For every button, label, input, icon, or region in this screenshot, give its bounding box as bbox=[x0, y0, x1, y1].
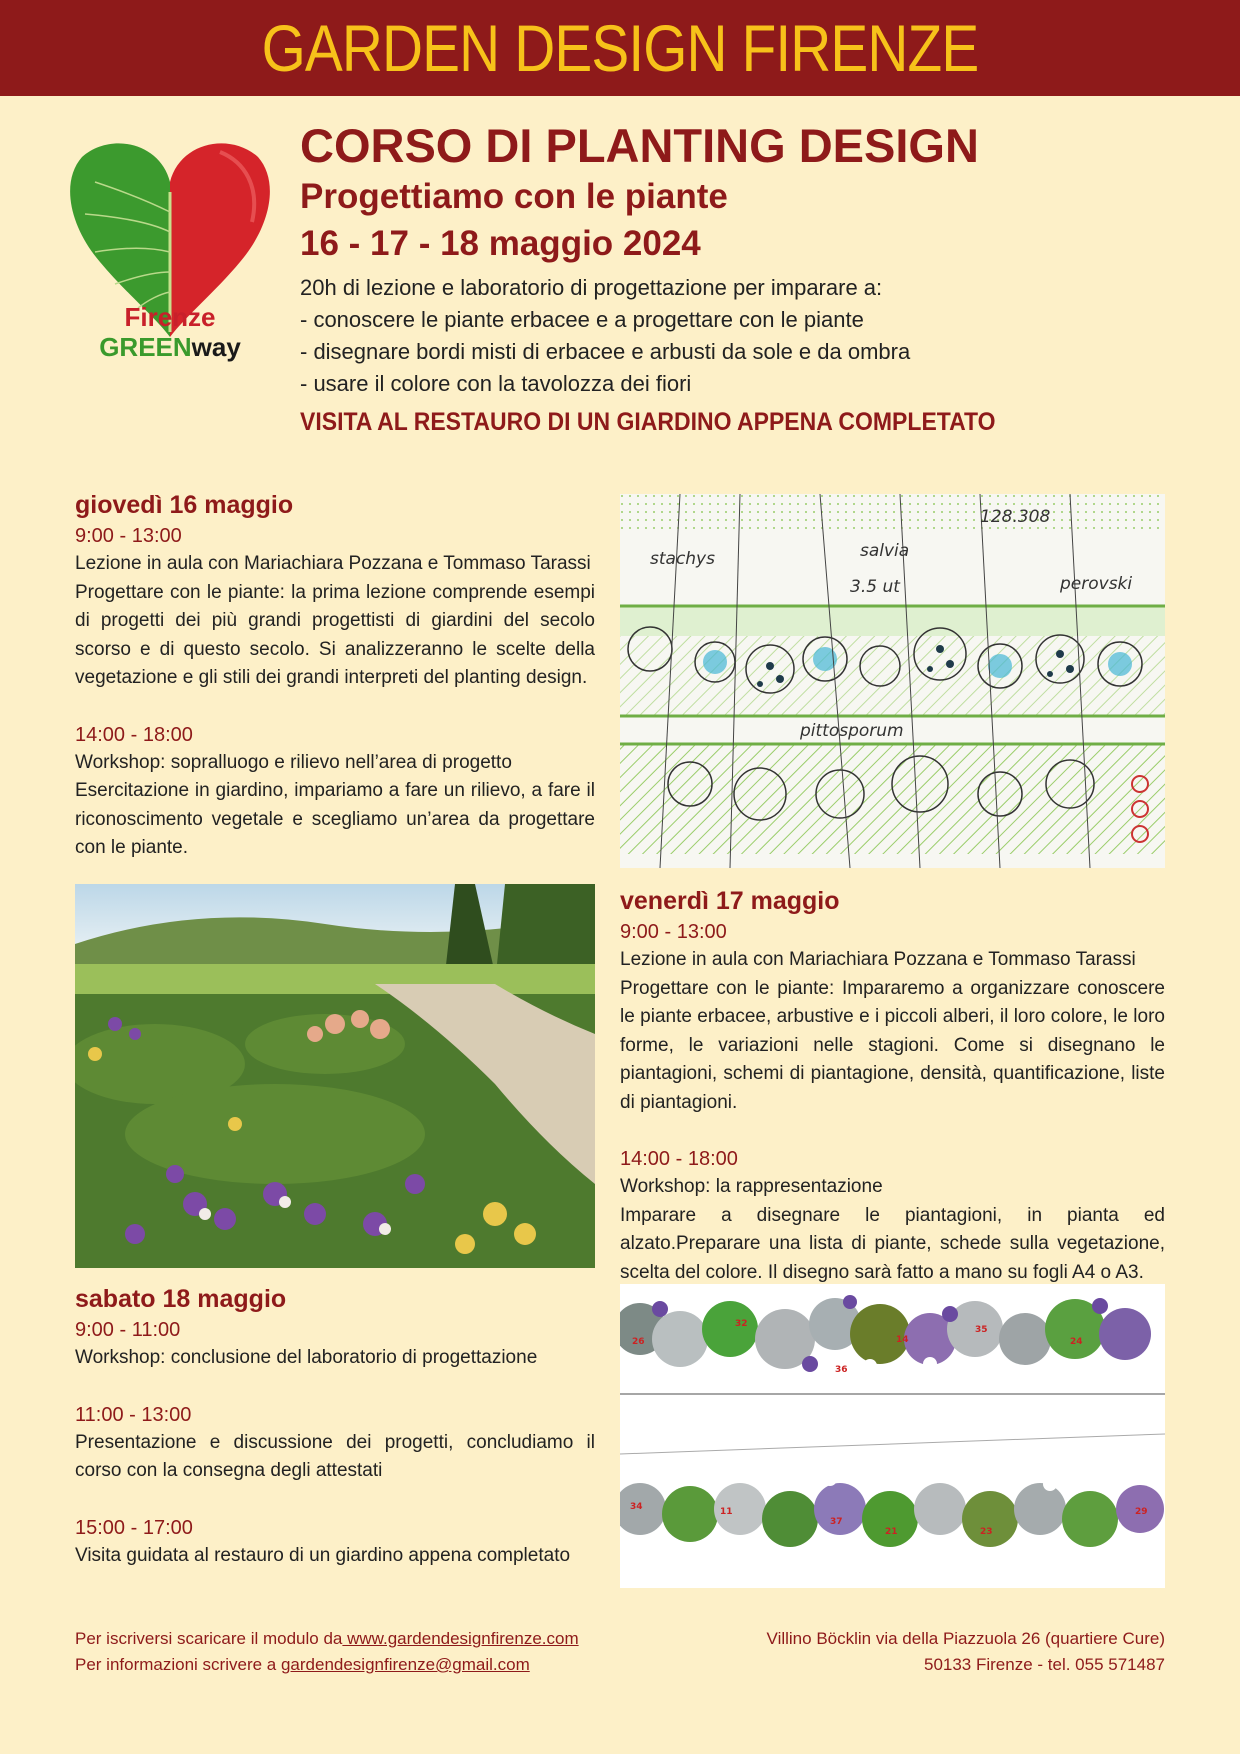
logo-wordmark bbox=[70, 302, 270, 362]
sketch-note: stachys bbox=[650, 549, 715, 569]
banner-title: GARDEN DESIGN FIRENZE bbox=[261, 11, 979, 85]
session-time: 15:00 - 17:00 bbox=[75, 1516, 193, 1539]
plan-label: 32 bbox=[735, 1319, 748, 1329]
top-banner bbox=[0, 0, 1240, 96]
day-thursday bbox=[75, 488, 595, 863]
sketch-note: pittosporum bbox=[800, 721, 904, 741]
session-time: 9:00 - 13:00 bbox=[75, 525, 182, 547]
footer-signup-text: Per iscriversi scaricare il modulo da bbox=[75, 1629, 343, 1648]
intro-line: - usare il colore con la tavolozza dei fiori bbox=[300, 371, 692, 396]
course-header bbox=[300, 118, 1200, 440]
email-link[interactable]: gardendesignfirenze@gmail.com bbox=[280, 1655, 530, 1674]
plan-label: 23 bbox=[980, 1527, 993, 1537]
session-title: Workshop: la rappresentazione bbox=[620, 1176, 883, 1197]
footer-contact: 50133 Firenze - tel. 055 571487 bbox=[923, 1655, 1165, 1674]
footer-right bbox=[767, 1626, 1165, 1678]
course-dates: 16 - 17 - 18 maggio 2024 bbox=[300, 224, 701, 263]
plan-label: 29 bbox=[1135, 1507, 1148, 1517]
sketch-note: 3.5 ut bbox=[850, 577, 900, 597]
visit-highlight: VISITA AL RESTAURO DI UN GIARDINO APPENA COMPLETATO bbox=[300, 408, 996, 436]
session-time: 14:00 - 18:00 bbox=[75, 723, 193, 746]
session-title: Lezione in aula con Mariachiara Pozzana e Tommaso Tarassi bbox=[620, 949, 1136, 970]
plan-label: 24 bbox=[1070, 1337, 1083, 1347]
course-subtitle: Progettiamo con le piante bbox=[300, 177, 728, 216]
day-title: venerdì 17 maggio bbox=[620, 887, 840, 915]
plan-label: 35 bbox=[975, 1325, 988, 1335]
session-title: Workshop: sopralluogo e rilievo nell’area di progetto bbox=[75, 751, 512, 773]
sketch-label: 128.308 bbox=[980, 507, 1051, 527]
session-time: 14:00 - 18:00 bbox=[620, 1148, 738, 1170]
intro-line: - disegnare bordi misti di erbacee e arbusti da sole e da ombra bbox=[300, 339, 911, 364]
footer-left bbox=[75, 1626, 579, 1678]
course-title: CORSO DI PLANTING DESIGN bbox=[300, 119, 979, 172]
plan-label: 14 bbox=[896, 1335, 909, 1345]
session-description: Esercitazione in giardino, impariamo a fare un rilievo, a fare il riconoscimento vegetale e scegliamo un’area da progettare con le piante. bbox=[75, 780, 595, 858]
day-saturday bbox=[75, 1282, 595, 1570]
session-description: Workshop: conclusione del laboratorio di progettazione bbox=[75, 1347, 538, 1368]
session-description: Imparare a disegnare le piantagioni, in pianta ed alzato.Preparare una lista di piante, schede sulla vegetazione, scelta del colore. Il disegno sarà fatto a mano su fogli A4 o A3. bbox=[620, 1204, 1165, 1283]
plan-label: 34 bbox=[630, 1502, 643, 1512]
garden-photo-image bbox=[75, 884, 595, 1268]
sketch-note: perovski bbox=[1060, 574, 1133, 594]
session-title: Lezione in aula con Mariachiara Pozzana e Tommaso Tarassi bbox=[75, 553, 591, 574]
session-description: Visita guidata al restauro di un giardino appena completato bbox=[75, 1544, 571, 1566]
session-description: Progettare con le piante: la prima lezione comprende esempi di progetti dei più grandi progettisti di giardini del secolo scorso e di questo secolo. Si analizzeranno le scelte della vegetazione e gli stili dei grandi interpreti del planting design. bbox=[75, 581, 595, 688]
day-title: sabato 18 maggio bbox=[75, 1285, 287, 1313]
logo-firenze: Firenze bbox=[124, 302, 216, 332]
website-link[interactable]: www.gardendesignfirenze.com bbox=[342, 1629, 579, 1648]
day-friday bbox=[620, 884, 1165, 1287]
planting-plan-image bbox=[620, 1284, 1165, 1588]
session-time: 9:00 - 13:00 bbox=[620, 921, 727, 943]
intro-line: - conoscere le piante erbacee e a progettare con le piante bbox=[300, 307, 864, 332]
session-description: Presentazione e discussione dei progetti, concludiamo il corso con la consegna degli attestati bbox=[75, 1431, 595, 1481]
plan-label: 26 bbox=[632, 1337, 645, 1347]
plan-label: 36 bbox=[835, 1365, 848, 1375]
intro-line: 20h di lezione e laboratorio di progettazione per imparare a: bbox=[300, 275, 883, 300]
footer-info-text: Per informazioni scrivere a bbox=[75, 1655, 281, 1674]
day-title: giovedì 16 maggio bbox=[75, 491, 294, 519]
logo-way: way bbox=[191, 332, 241, 362]
plan-label: 21 bbox=[885, 1527, 898, 1537]
course-intro bbox=[300, 272, 1200, 400]
footer-address: Villino Böcklin via della Piazzuola 26 (quartiere Cure) bbox=[766, 1629, 1165, 1648]
session-description: Progettare con le piante: Impararemo a organizzare conoscere le piante erbacee, arbustive e i piccoli alberi, il loro colore, le loro forme, le variazioni nelle stagioni. Come si disegnano le piantagioni, schemi di piantagione, densità, quantificazione, liste di piantagioni. bbox=[620, 977, 1165, 1113]
logo-green: GREEN bbox=[99, 332, 192, 362]
planting-sketch-image bbox=[620, 494, 1165, 868]
session-time: 11:00 - 13:00 bbox=[75, 1403, 192, 1426]
plan-label: 37 bbox=[830, 1517, 843, 1527]
session-time: 9:00 - 11:00 bbox=[75, 1319, 181, 1341]
plan-label: 11 bbox=[720, 1507, 733, 1517]
sketch-note: salvia bbox=[860, 541, 910, 561]
